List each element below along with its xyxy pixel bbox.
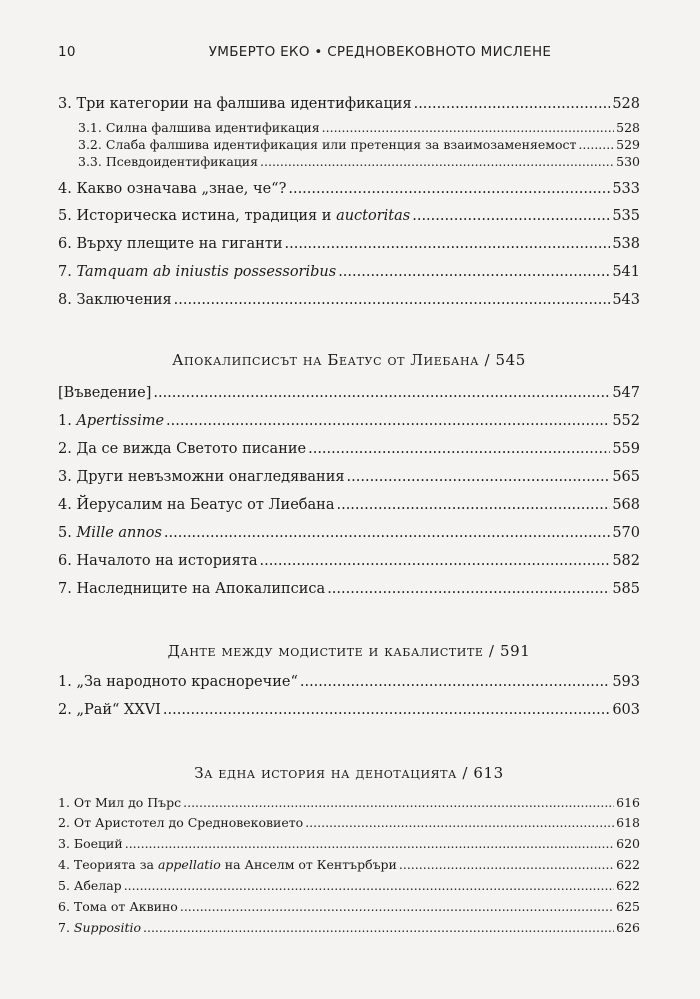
- toc-entry[interactable]: 5. Mille annos ..... 570: [58, 525, 640, 541]
- toc-entry[interactable]: 7. Suppositio ..... 626: [58, 920, 640, 935]
- section-title: Данте между модистите и кабалистите / 591: [167, 642, 531, 660]
- toc-entry[interactable]: 2. Да се вижда Светото писание ..... 559: [58, 441, 640, 457]
- toc-entry[interactable]: 2. „Рай“ XXVI ..... 603: [58, 702, 640, 718]
- toc-entry[interactable]: 6. Тома от Аквино ..... 625: [58, 899, 640, 914]
- toc-subentry[interactable]: 3.2. Слаба фалшива идентификация или претенция за взаимозаменяемост ..... 529: [78, 137, 640, 152]
- toc-entry[interactable]: 3. Боеций ..... 620: [58, 836, 640, 851]
- section-title: Апокалипсисът на Беатус от Лиебана / 545: [172, 351, 526, 369]
- toc-subentry[interactable]: 3.1. Силна фалшива идентификация ..... 528: [78, 120, 640, 135]
- toc-entry[interactable]: 1. От Мил до Пърс ..... 616: [58, 795, 640, 810]
- page-header: [58, 44, 640, 64]
- toc-entry[interactable]: [Въведение] ..... 547: [58, 385, 640, 401]
- toc-entry[interactable]: 4. Теорията за appellatio на Анселм от Кентърбъри ..... 622: [58, 857, 640, 872]
- toc-entry[interactable]: 5. Абелар ..... 622: [58, 878, 640, 893]
- toc-entry[interactable]: 6. Началото на историята ..... 582: [58, 553, 640, 569]
- toc-entry[interactable]: 1. „За народното красноречие“ ..... 593: [58, 674, 640, 690]
- toc-entry[interactable]: 6. Върху плещите на гиганти ..... 538: [58, 236, 640, 252]
- toc-entry[interactable]: 4. Какво означава „знае, че“? ..... 533: [58, 181, 640, 197]
- toc-entry[interactable]: 5. Историческа истина, традиция и auctoritas ..... 535: [58, 208, 640, 224]
- toc-subentry[interactable]: 3.3. Псевдоидентификация ..... 530: [78, 154, 640, 169]
- toc-entry[interactable]: 2. От Аристотел до Средновековието ..... 618: [58, 815, 640, 830]
- toc-entry[interactable]: 7. Tamquam ab iniustis possessoribus ..... 541: [58, 264, 640, 280]
- toc-entry[interactable]: 1. Apertissime ..... 552: [58, 413, 640, 429]
- page-number: 10: [58, 44, 76, 60]
- section-title: За една история на денотацията / 613: [194, 764, 504, 782]
- toc-entry[interactable]: 3. Три категории на фалшива идентификация ..... 528: [58, 96, 640, 112]
- toc-entry[interactable]: 8. Заключения ..... 543: [58, 292, 640, 308]
- toc-entry[interactable]: 7. Наследниците на Апокалипсиса ..... 585: [58, 581, 640, 597]
- toc-entry[interactable]: 3. Други невъзможни онагледявания ..... 565: [58, 469, 640, 485]
- toc-entry[interactable]: 4. Йерусалим на Беатус от Лиебана ..... 568: [58, 497, 640, 513]
- running-title: УМБЕРТО ЕКО • СРЕДНОВЕКОВНОТО МИСЛЕНЕ: [208, 44, 552, 60]
